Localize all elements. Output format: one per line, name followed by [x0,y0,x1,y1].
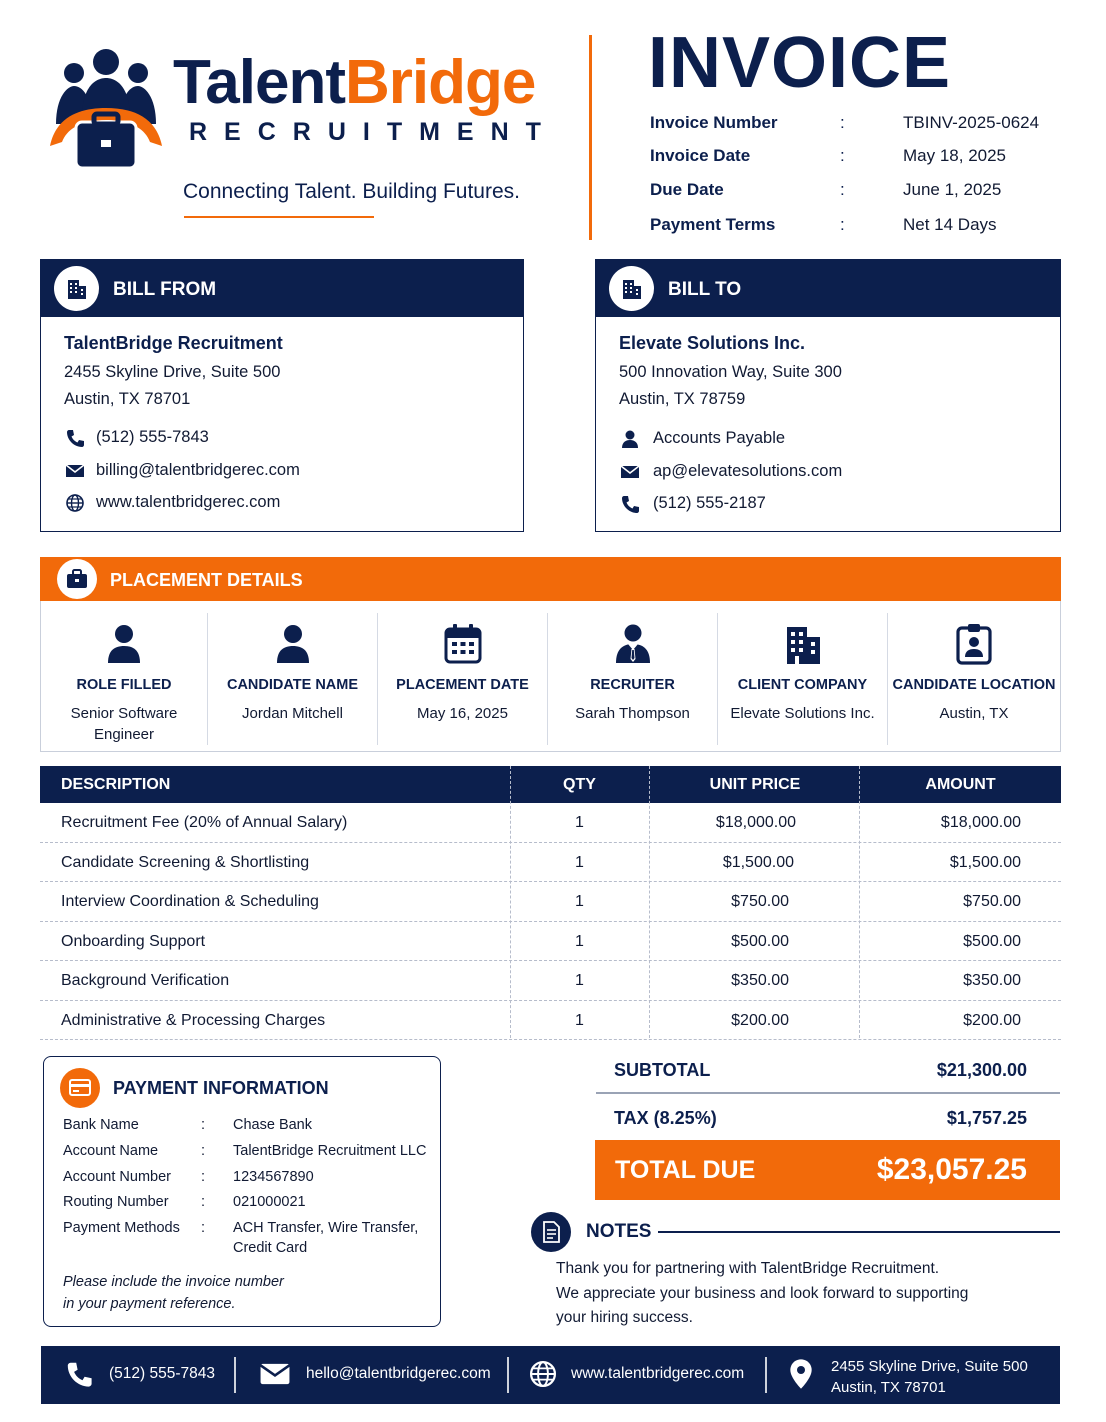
bill-to-contact: Accounts Payable [653,429,786,447]
header-qty: QTY [563,776,596,793]
bill-to-header [596,260,1060,317]
envelope-icon [259,1361,291,1387]
payment-label: Account Number [63,1169,171,1185]
subtotal-label: SUBTOTAL [614,1060,711,1080]
placement-value [41,703,207,745]
bill-to-card [595,259,1061,532]
column-divider [510,766,511,1038]
brand-name [173,46,535,120]
placement-label: CLIENT COMPANY [737,677,868,693]
table-header [40,766,1061,803]
footer-divider [765,1357,767,1393]
bill-from-name: TalentBridge Recruitment [64,333,283,353]
row-qty: 1 [575,932,584,950]
footer-divider [507,1357,509,1393]
row-qty: 1 [575,972,584,989]
meta-sep: : [840,215,845,234]
account-number-value: 1234567890 [233,1169,314,1185]
bill-to-phone: (512) 555-2187 [653,494,766,512]
payment-methods-value: ACH Transfer, Wire Transfer, Credit Card [233,1220,419,1256]
payment-terms-value: Net 14 Days [903,215,997,234]
meta-sep: : [840,180,845,199]
phone-icon [65,428,85,448]
bill-from-address1: 2455 Skyline Drive, Suite 500 [64,363,281,381]
payment-label: Bank Name [63,1117,139,1133]
table-row [40,882,1061,922]
bank-name-value: Chase Bank [233,1117,312,1133]
invoice-date-row [650,146,1070,170]
placement-value: Austin, TX [939,705,1009,722]
payment-information-title: PAYMENT INFORMATION [113,1078,329,1098]
brand-name-part1: Talent [173,48,345,117]
row-unit-price: $18,000.00 [715,814,796,831]
account-name-value: TalentBridge Recruitment LLC [233,1143,427,1159]
row-amount: $500.00 [963,932,1021,950]
row-description: Recruitment Fee (20% of Annual Salary) [61,814,348,831]
row-unit-price: $1,500.00 [722,853,794,871]
meta-sep: : [840,146,845,165]
row-unit-price: $500.00 [731,932,789,950]
tax-row [596,1107,1060,1137]
phone-icon [620,494,640,514]
bill-to-title: BILL TO [668,279,742,300]
tax-value: $1,757.25 [946,1108,1027,1128]
header-amount: AMOUNT [925,776,996,793]
payment-label: Account Name [63,1143,159,1159]
brand-subtitle: RECRUITMENT [189,118,558,146]
bill-to-address1: 500 Innovation Way, Suite 300 [619,363,842,381]
company-logo [46,46,558,236]
id-badge-icon [954,623,994,665]
payment-sep: : [201,1169,206,1185]
subtotal-value: $21,300.00 [936,1060,1027,1080]
notes-line3: your hiring success. [556,1309,693,1326]
placement-value: Jordan Mitchell [242,705,343,722]
building-icon [783,623,823,665]
placement-candidate-name [208,611,377,745]
row-amount: $200.00 [963,1011,1021,1029]
bill-from-icon-badge [54,266,99,311]
due-date-row [650,180,1070,204]
column-divider [649,766,650,1038]
footer-bar [41,1346,1060,1404]
placement-label: CANDIDATE NAME [226,677,359,693]
row-qty: 1 [575,893,584,910]
placement-label: PLACEMENT DATE [396,677,529,693]
row-description: Interview Coordination & Scheduling [61,893,319,910]
footer-address-line1: 2455 Skyline Drive, Suite 500 [831,1358,1028,1375]
placement-label: ROLE FILLED [76,677,172,693]
invoice-number-value: TBINV-2025-0624 [903,113,1040,132]
table-row [40,961,1061,1001]
row-qty: 1 [575,1011,584,1029]
placement-date [378,611,547,745]
tagline-underline [184,216,374,218]
total-due-label: TOTAL DUE [615,1156,756,1184]
payment-icon-badge [60,1068,100,1108]
notes-icon-badge [531,1212,571,1252]
placement-details-title: PLACEMENT DETAILS [110,570,303,590]
routing-number-value: 021000021 [233,1194,306,1210]
bill-from-address2: Austin, TX 78701 [64,390,191,408]
meta-label: Payment Terms [650,215,776,234]
person-icon [273,623,313,665]
payment-sep: : [201,1220,206,1236]
businessperson-icon [613,623,653,665]
meta-label: Invoice Date [650,146,751,165]
row-amount: $350.00 [963,972,1021,989]
invoice-number-row [650,113,1070,137]
placement-value: May 16, 2025 [417,705,508,722]
placement-details-header [40,557,1061,601]
placement-value: Sarah Thompson [575,705,690,722]
payment-terms-row [650,215,1070,239]
header-description: DESCRIPTION [61,776,171,793]
briefcase-icon [66,569,88,589]
placement-details-grid [40,601,1061,752]
placement-label: RECRUITER [590,677,675,693]
row-description: Background Verification [61,972,230,989]
total-due-value: $23,057.25 [876,1153,1027,1186]
row-unit-price: $200.00 [731,1011,789,1029]
payment-note-line1: Please include the invoice number [63,1274,284,1290]
bill-to-icon-badge [609,266,654,311]
credit-card-icon [69,1078,91,1098]
envelope-icon [65,461,85,481]
notes-divider [658,1231,1060,1233]
placement-value: Elevate Solutions Inc. [730,705,875,722]
row-amount: $1,500.00 [949,853,1021,871]
payment-note-line2: in your payment reference. [63,1296,236,1312]
total-due-bar [595,1140,1060,1200]
bill-from-website: www.talentbridgerec.com [96,493,281,511]
bill-from-phone: (512) 555-7843 [96,428,209,446]
placement-value-line1: Senior Software [70,705,178,722]
column-divider [859,766,860,1038]
envelope-icon [620,462,640,482]
row-amount: $18,000.00 [940,814,1021,831]
footer-email: hello@talentbridgerec.com [306,1365,491,1382]
notes-title: NOTES [586,1221,652,1242]
payment-sep: : [201,1117,206,1133]
person-icon [104,623,144,665]
footer-phone: (512) 555-7843 [109,1365,215,1382]
row-qty: 1 [575,814,584,831]
row-description: Administrative & Processing Charges [61,1011,326,1029]
globe-icon [65,493,85,513]
row-unit-price: $750.00 [731,893,789,910]
building-icon [65,277,88,300]
footer-address [831,1356,1028,1398]
footer-website: www.talentbridgerec.com [571,1365,745,1382]
footer-address-line2: Austin, TX 78701 [831,1379,946,1396]
table-row [40,803,1061,843]
table-row [40,843,1061,883]
bill-from-header [41,260,523,317]
globe-icon [529,1360,557,1388]
placement-candidate-location [888,611,1060,745]
table-row [40,922,1061,962]
due-date-value: June 1, 2025 [903,180,1002,199]
tax-label: TAX (8.25%) [614,1108,717,1128]
invoice-title: INVOICE [648,23,952,103]
payment-sep: : [201,1194,206,1210]
placement-recruiter [548,611,717,745]
payment-sep: : [201,1143,206,1159]
calendar-icon [443,623,483,665]
row-description: Candidate Screening & Shortlisting [61,853,310,871]
line-items-table [40,766,1061,1040]
payment-information-card [43,1056,441,1327]
payment-label: Payment Methods [63,1220,180,1236]
row-qty: 1 [575,853,584,871]
bill-to-name: Elevate Solutions Inc. [619,333,806,353]
placement-icon-badge [57,559,97,599]
payment-note [63,1271,363,1315]
subtotal-row [596,1059,1060,1089]
bill-to-address2: Austin, TX 78759 [619,390,746,408]
user-icon [620,429,640,449]
row-description: Onboarding Support [61,932,206,950]
bill-to-email: ap@elevatesolutions.com [653,462,843,480]
document-icon [542,1221,560,1243]
notes-line2: We appreciate your business and look forward to supporting [556,1284,969,1302]
table-row [40,1001,1061,1041]
bill-from-title: BILL FROM [113,279,217,300]
placement-role-filled [41,611,207,745]
building-icon [620,277,643,300]
placement-label: CANDIDATE LOCATION [892,677,1056,693]
totals-divider [596,1092,1060,1094]
row-unit-price: $350.00 [731,972,789,989]
row-amount: $750.00 [963,893,1021,910]
brand-tagline: Connecting Talent. Building Futures. [183,180,520,203]
invoice-date-value: May 18, 2025 [903,146,1007,165]
header-unit-price: UNIT PRICE [709,776,801,793]
placement-client-company [718,611,887,745]
meta-sep: : [840,113,845,132]
brand-name-part2: Bridge [344,48,536,117]
footer-divider [234,1357,236,1393]
bill-from-email: billing@talentbridgerec.com [96,461,300,479]
meta-label: Invoice Number [650,113,778,132]
notes-text [556,1257,1036,1331]
phone-icon [65,1360,93,1388]
bill-from-card [40,259,524,532]
meta-label: Due Date [650,180,724,199]
notes-line1: Thank you for partnering with TalentBridge Recruitment. [556,1260,940,1277]
map-pin-icon [789,1358,813,1390]
placement-value-line2: Engineer [93,726,155,743]
payment-label: Routing Number [63,1194,169,1210]
people-briefcase-logo-icon [46,46,166,171]
header-divider [589,35,592,240]
